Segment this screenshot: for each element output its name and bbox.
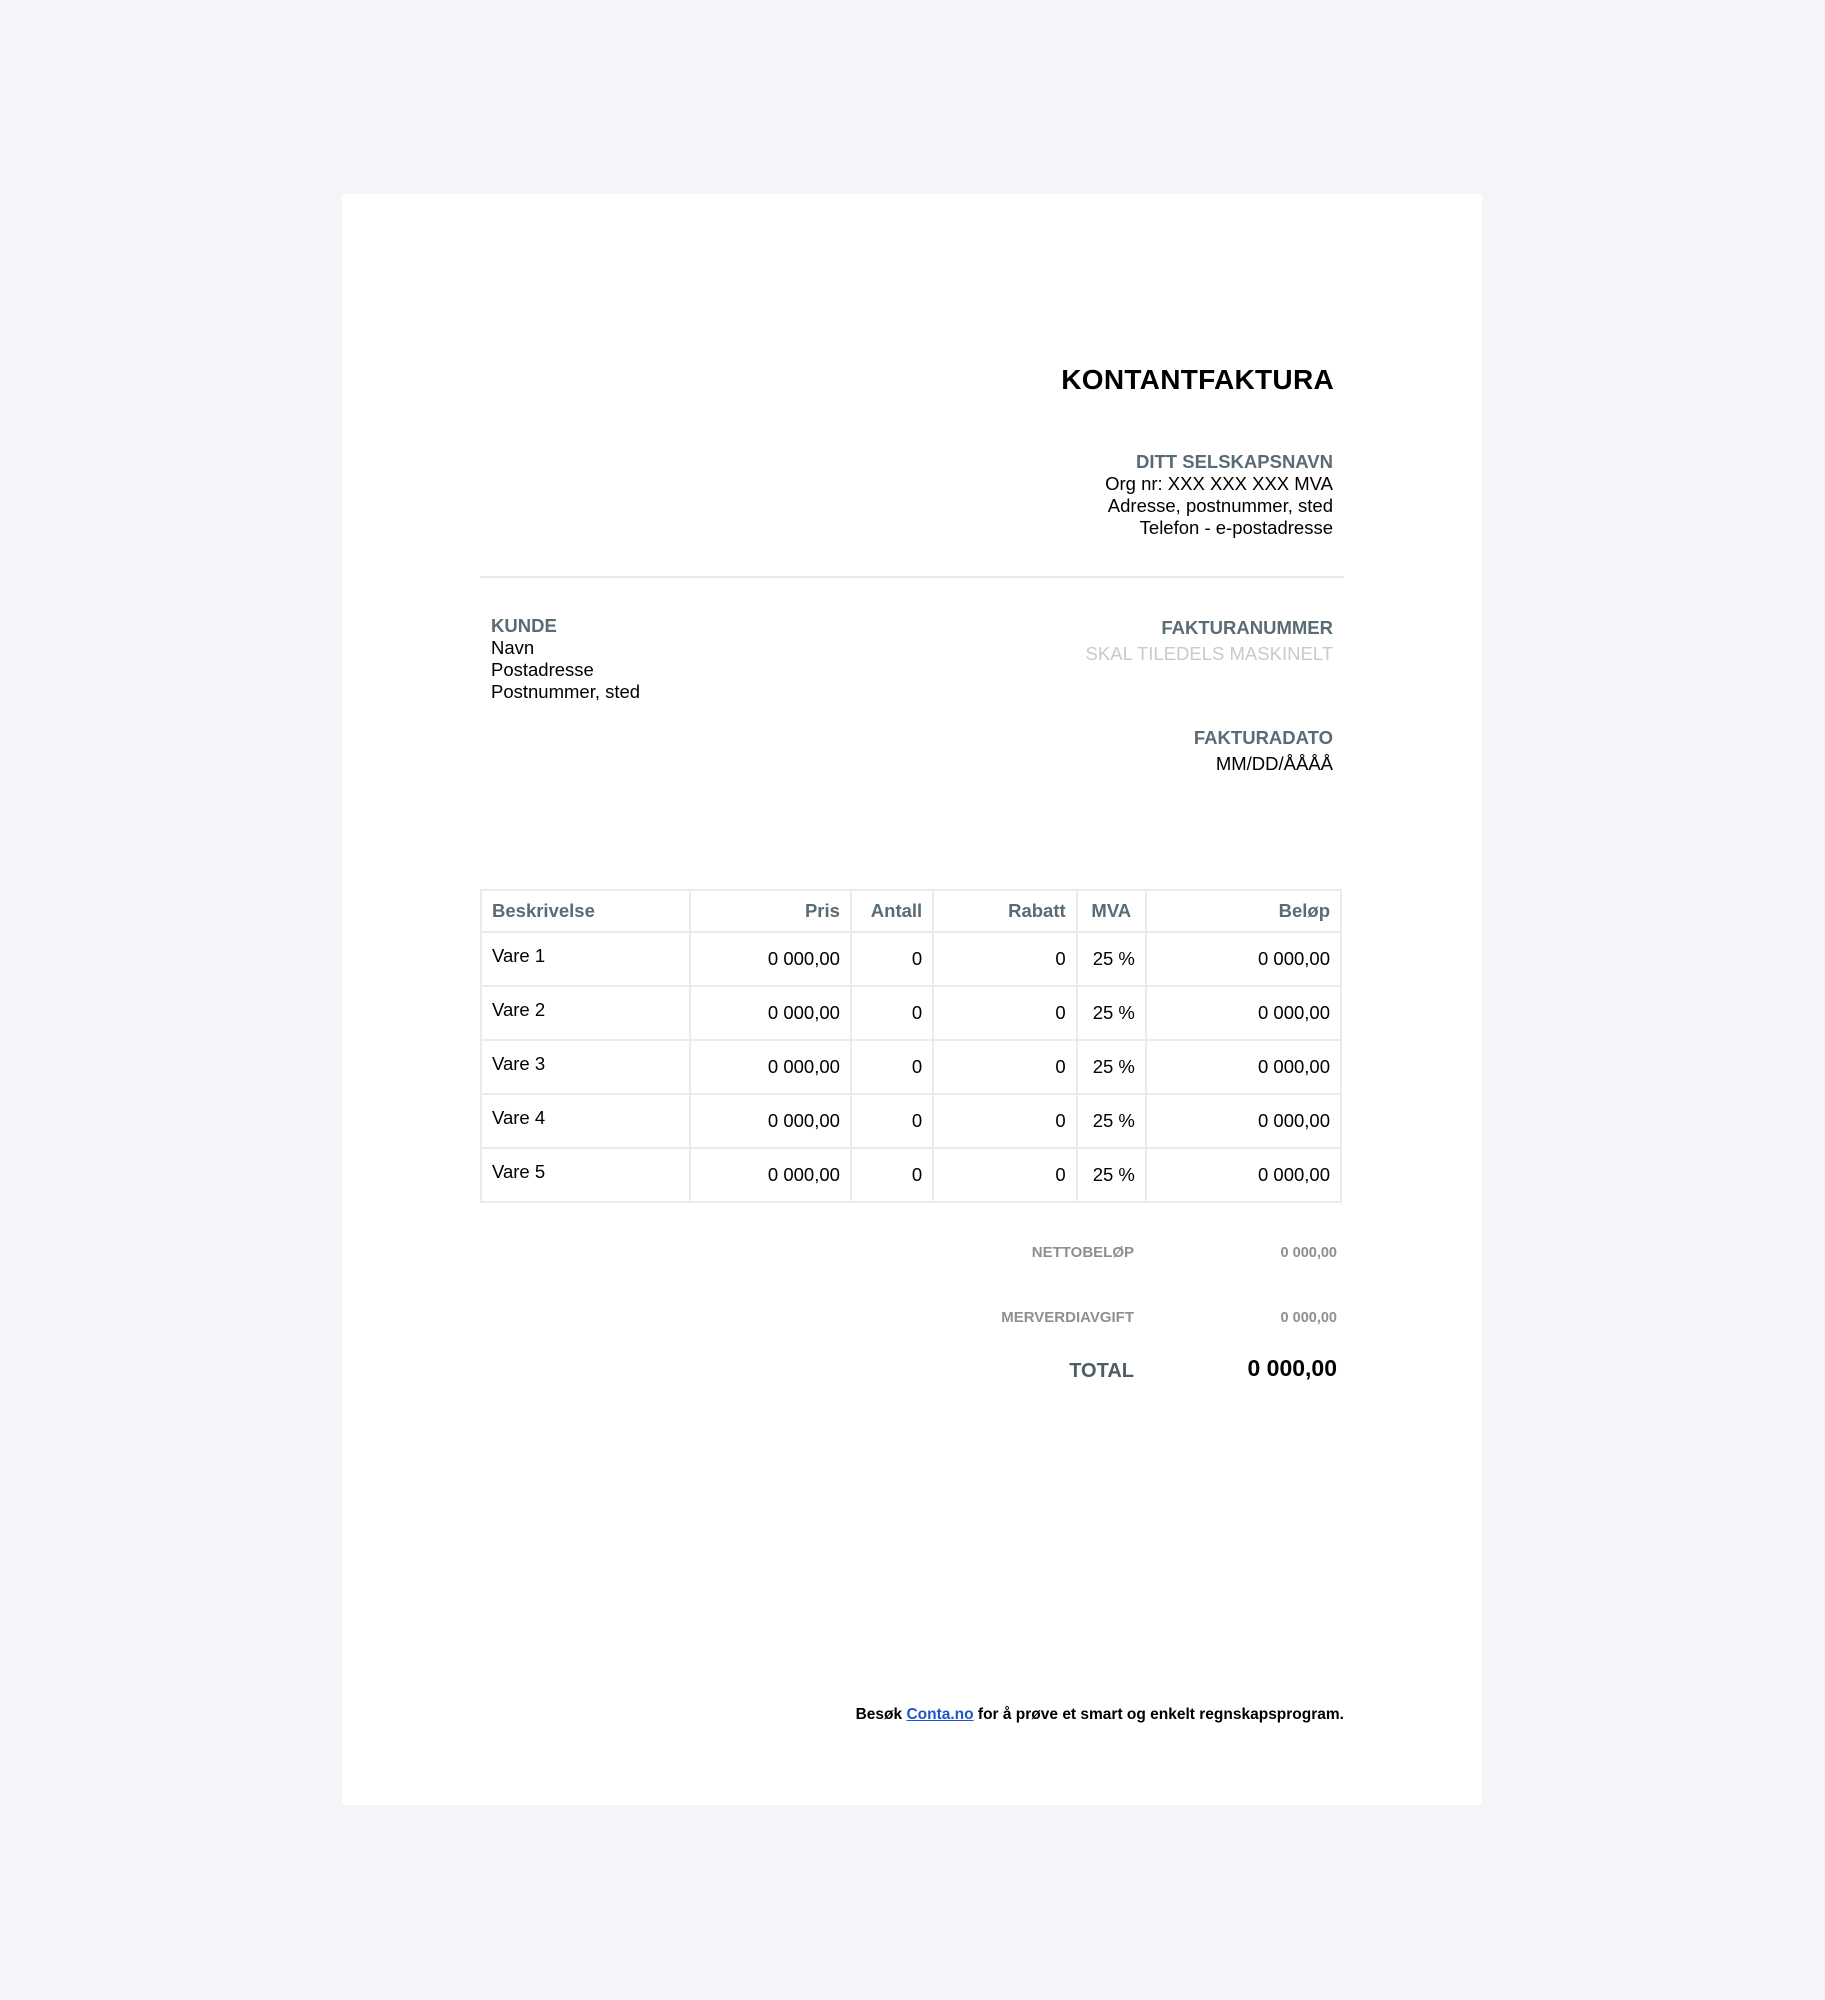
invoice-number-value: SKAL TILEDELS MASKINELT: [1085, 643, 1333, 664]
company-block: [1105, 451, 1333, 539]
table-header-row: [481, 890, 1341, 932]
footer-note: [856, 1706, 1344, 1724]
cell-quantity: 0: [851, 1040, 933, 1094]
customer-postcode-city: Postnummer, sted: [491, 681, 641, 702]
table-row: [481, 932, 1341, 986]
footer-prefix: Besøk: [855, 1706, 903, 1723]
customer-name: Navn: [491, 637, 535, 658]
invoice-page: [342, 194, 1482, 1805]
cell-price: 0 000,00: [690, 932, 851, 986]
cell-price: 0 000,00: [690, 1094, 851, 1148]
table-row: [481, 1094, 1341, 1148]
cell-description: Vare 2: [481, 986, 690, 1040]
header-divider: [480, 576, 1344, 578]
document-title: KONTANTFAKTURA: [1061, 364, 1334, 395]
cell-quantity: 0: [851, 1148, 933, 1202]
cell-amount: 0 000,00: [1146, 1148, 1341, 1202]
net-amount-value: 0 000,00: [1280, 1245, 1337, 1261]
cell-price: 0 000,00: [690, 1148, 851, 1202]
invoice-number-block: [1086, 615, 1333, 667]
footer-suffix: for å prøve et smart og enkelt regnskapsprogram.: [977, 1706, 1344, 1723]
cell-quantity: 0: [851, 932, 933, 986]
cell-discount: 0: [933, 986, 1076, 1040]
header-description: Beskrivelse: [481, 890, 690, 932]
cell-vat: 25 %: [1077, 932, 1146, 986]
cell-vat: 25 %: [1077, 986, 1146, 1040]
header-price: Pris: [690, 890, 851, 932]
company-name: DITT SELSKAPSNAVN: [1135, 451, 1333, 472]
total-label: TOTAL: [1069, 1360, 1134, 1382]
cell-description: Vare 1: [481, 932, 690, 986]
net-amount-label: NETTOBELØP: [1031, 1244, 1134, 1261]
cell-vat: 25 %: [1077, 1094, 1146, 1148]
cell-vat: 25 %: [1077, 1148, 1146, 1202]
invoice-date-block: [1194, 725, 1333, 777]
header-discount: Rabatt: [933, 890, 1076, 932]
cell-discount: 0: [933, 1148, 1076, 1202]
table-row: [481, 986, 1341, 1040]
cell-quantity: 0: [851, 1094, 933, 1148]
header-quantity: Antall: [851, 890, 933, 932]
cell-description: Vare 3: [481, 1040, 690, 1094]
conta-link[interactable]: Conta.no: [906, 1706, 974, 1723]
cell-description: Vare 5: [481, 1148, 690, 1202]
cell-vat: 25 %: [1077, 1040, 1146, 1094]
table-row: [481, 1040, 1341, 1094]
items-table: [480, 889, 1342, 1203]
cell-price: 0 000,00: [690, 1040, 851, 1094]
header-vat: MVA: [1077, 890, 1146, 932]
company-address: Adresse, postnummer, sted: [1107, 495, 1333, 516]
cell-amount: 0 000,00: [1146, 986, 1341, 1040]
cell-amount: 0 000,00: [1146, 932, 1341, 986]
invoice-date-label: FAKTURADATO: [1193, 727, 1333, 748]
invoice-number-label: FAKTURANUMMER: [1161, 617, 1333, 638]
cell-price: 0 000,00: [690, 986, 851, 1040]
customer-heading: KUNDE: [491, 615, 557, 636]
header-amount: Beløp: [1146, 890, 1341, 932]
table-row: [481, 1148, 1341, 1202]
cell-discount: 0: [933, 1040, 1076, 1094]
invoice-date-value: MM/DD/ÅÅÅÅ: [1215, 753, 1333, 774]
cell-amount: 0 000,00: [1146, 1094, 1341, 1148]
company-contact: Telefon - e-postadresse: [1139, 517, 1333, 538]
cell-discount: 0: [933, 932, 1076, 986]
customer-postal-address: Postadresse: [491, 659, 594, 680]
vat-amount-value: 0 000,00: [1280, 1310, 1337, 1326]
cell-amount: 0 000,00: [1146, 1040, 1341, 1094]
company-org-number: Org nr: XXX XXX XXX MVA: [1105, 473, 1333, 494]
cell-description: Vare 4: [481, 1094, 690, 1148]
vat-amount-label: MERVERDIAVGIFT: [1001, 1309, 1134, 1326]
total-value: 0 000,00: [1247, 1355, 1337, 1381]
cell-discount: 0: [933, 1094, 1076, 1148]
cell-quantity: 0: [851, 986, 933, 1040]
customer-block: [491, 615, 640, 703]
